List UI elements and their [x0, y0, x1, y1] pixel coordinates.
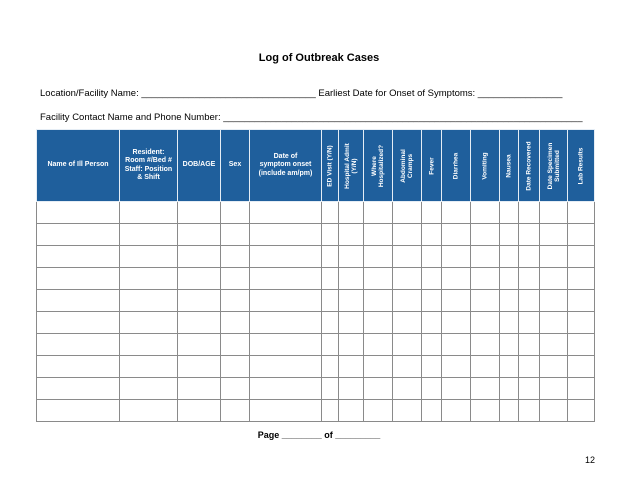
- table-cell[interactable]: [120, 224, 178, 246]
- table-row: [37, 378, 595, 400]
- table-cell[interactable]: [393, 400, 422, 422]
- table-cell[interactable]: [442, 202, 471, 224]
- table-cell[interactable]: [568, 356, 595, 378]
- table-cell[interactable]: [393, 268, 422, 290]
- table-cell[interactable]: [519, 400, 540, 422]
- table-cell[interactable]: [422, 290, 442, 312]
- table-cell[interactable]: [364, 202, 393, 224]
- table-cell[interactable]: [322, 400, 339, 422]
- table-cell[interactable]: [221, 356, 250, 378]
- column-header: [120, 130, 178, 202]
- table-cell[interactable]: [322, 378, 339, 400]
- table-cell[interactable]: [442, 334, 471, 356]
- table-cell[interactable]: [120, 290, 178, 312]
- column-header: [500, 130, 519, 202]
- column-header: [393, 130, 422, 202]
- table-cell[interactable]: [120, 268, 178, 290]
- table-cell[interactable]: [422, 334, 442, 356]
- table-cell[interactable]: [250, 268, 322, 290]
- table-cell[interactable]: [221, 334, 250, 356]
- table-cell[interactable]: [178, 334, 221, 356]
- table-cell[interactable]: [364, 334, 393, 356]
- table-cell[interactable]: [364, 224, 393, 246]
- table-cell[interactable]: [322, 312, 339, 334]
- table-cell[interactable]: [568, 378, 595, 400]
- table-row: [37, 246, 595, 268]
- table-cell[interactable]: [178, 356, 221, 378]
- column-header-label: Date Recovered: [525, 140, 533, 191]
- table-cell[interactable]: [322, 202, 339, 224]
- page-of-footer: Page ________ of _________: [257, 430, 381, 440]
- table-cell[interactable]: [178, 246, 221, 268]
- column-header: [442, 130, 471, 202]
- table-cell[interactable]: [442, 356, 471, 378]
- table-cell[interactable]: [519, 246, 540, 268]
- table-cell[interactable]: [422, 356, 442, 378]
- table-cell[interactable]: [540, 312, 568, 334]
- table-cell[interactable]: [364, 400, 393, 422]
- column-header: [322, 130, 339, 202]
- table-cell[interactable]: [37, 312, 120, 334]
- table-cell[interactable]: [500, 268, 519, 290]
- table-row: [37, 290, 595, 312]
- table-cell[interactable]: [442, 224, 471, 246]
- table-cell[interactable]: [393, 246, 422, 268]
- table-body: [37, 202, 595, 422]
- table-cell[interactable]: [471, 312, 500, 334]
- table-cell[interactable]: [540, 246, 568, 268]
- table-cell[interactable]: [120, 334, 178, 356]
- column-header-label: Hospital Admit (Y/N): [343, 142, 358, 189]
- table-cell[interactable]: [471, 290, 500, 312]
- table-row: [37, 400, 595, 422]
- table-cell[interactable]: [471, 202, 500, 224]
- column-header: [178, 130, 221, 202]
- table-cell[interactable]: [339, 334, 364, 356]
- table-cell[interactable]: [120, 312, 178, 334]
- column-header-label: Vomiting: [481, 151, 489, 180]
- table-row: [37, 334, 595, 356]
- table-cell[interactable]: [500, 378, 519, 400]
- table-cell[interactable]: [364, 268, 393, 290]
- table-cell[interactable]: [120, 246, 178, 268]
- table-cell[interactable]: [519, 334, 540, 356]
- table-cell[interactable]: [322, 246, 339, 268]
- table-cell[interactable]: [568, 202, 595, 224]
- column-header-label: DOB/AGE: [182, 161, 216, 169]
- table-cell[interactable]: [471, 356, 500, 378]
- table-cell[interactable]: [221, 312, 250, 334]
- column-header-label: Fever: [427, 156, 435, 175]
- table-cell[interactable]: [540, 224, 568, 246]
- table-cell[interactable]: [178, 378, 221, 400]
- table-cell[interactable]: [540, 290, 568, 312]
- table-cell[interactable]: [422, 312, 442, 334]
- column-header: [364, 130, 393, 202]
- table-cell[interactable]: [37, 224, 120, 246]
- table-cell[interactable]: [500, 290, 519, 312]
- table-cell[interactable]: [519, 290, 540, 312]
- table-cell[interactable]: [422, 202, 442, 224]
- table-cell[interactable]: [568, 290, 595, 312]
- table-cell[interactable]: [500, 202, 519, 224]
- table-cell[interactable]: [178, 268, 221, 290]
- table-cell[interactable]: [500, 224, 519, 246]
- column-header: [221, 130, 250, 202]
- table-cell[interactable]: [322, 334, 339, 356]
- table-cell[interactable]: [471, 268, 500, 290]
- table-cell[interactable]: [568, 312, 595, 334]
- column-header-label: Date of symptom onset (include am/pm): [258, 153, 313, 177]
- table-row: [37, 356, 595, 378]
- table-cell[interactable]: [393, 290, 422, 312]
- table-cell[interactable]: [422, 268, 442, 290]
- column-header-label: Date Specimen Submitted: [546, 142, 561, 189]
- table-cell[interactable]: [393, 312, 422, 334]
- table-header-row: [37, 130, 595, 202]
- contact-line: Facility Contact Name and Phone Number: ____________________________________________________________________: [40, 112, 583, 123]
- table-cell[interactable]: [339, 290, 364, 312]
- table-cell[interactable]: [471, 378, 500, 400]
- table-cell[interactable]: [568, 246, 595, 268]
- table-cell[interactable]: [322, 290, 339, 312]
- table-cell[interactable]: [37, 378, 120, 400]
- table-cell[interactable]: [37, 400, 120, 422]
- table-cell[interactable]: [500, 246, 519, 268]
- table-cell[interactable]: [519, 268, 540, 290]
- table-cell[interactable]: [500, 334, 519, 356]
- table-cell[interactable]: [339, 224, 364, 246]
- table-row: [37, 268, 595, 290]
- table-cell[interactable]: [442, 312, 471, 334]
- table-cell[interactable]: [322, 224, 339, 246]
- column-header: [568, 130, 595, 202]
- table-cell[interactable]: [540, 268, 568, 290]
- column-header: [519, 130, 540, 202]
- table-cell[interactable]: [422, 224, 442, 246]
- table-cell[interactable]: [393, 202, 422, 224]
- table-cell[interactable]: [471, 334, 500, 356]
- table-cell[interactable]: [37, 334, 120, 356]
- table-cell[interactable]: [322, 268, 339, 290]
- table-cell[interactable]: [339, 246, 364, 268]
- table-cell[interactable]: [393, 356, 422, 378]
- table-cell[interactable]: [568, 268, 595, 290]
- column-header: [250, 130, 322, 202]
- table-cell[interactable]: [221, 378, 250, 400]
- table-cell[interactable]: [540, 202, 568, 224]
- column-header: [471, 130, 500, 202]
- table-cell[interactable]: [178, 290, 221, 312]
- table-cell[interactable]: [519, 312, 540, 334]
- table-cell[interactable]: [37, 356, 120, 378]
- column-header-label: Resident: Room #/Bed # Staff: Position & Shift: [124, 149, 173, 181]
- table-cell[interactable]: [221, 268, 250, 290]
- table-cell[interactable]: [364, 246, 393, 268]
- table-cell[interactable]: [120, 356, 178, 378]
- table-cell[interactable]: [442, 378, 471, 400]
- table-cell[interactable]: [471, 246, 500, 268]
- table-row: [37, 312, 595, 334]
- table-cell[interactable]: [221, 290, 250, 312]
- table-cell[interactable]: [339, 356, 364, 378]
- table-cell[interactable]: [519, 356, 540, 378]
- table-cell[interactable]: [250, 312, 322, 334]
- table-cell[interactable]: [178, 224, 221, 246]
- table-cell[interactable]: [442, 290, 471, 312]
- table-row: [37, 202, 595, 224]
- table-cell[interactable]: [250, 334, 322, 356]
- table-cell[interactable]: [471, 224, 500, 246]
- table-cell[interactable]: [221, 400, 250, 422]
- table-cell[interactable]: [422, 400, 442, 422]
- table-cell[interactable]: [221, 224, 250, 246]
- table-cell[interactable]: [250, 202, 322, 224]
- table-cell[interactable]: [178, 312, 221, 334]
- table-cell[interactable]: [540, 400, 568, 422]
- table-cell[interactable]: [471, 400, 500, 422]
- column-header-label: ED Visit (Y/N): [326, 144, 334, 187]
- table-cell[interactable]: [37, 202, 120, 224]
- table-cell[interactable]: [568, 400, 595, 422]
- column-header-label: Sex: [228, 161, 242, 169]
- table-cell[interactable]: [500, 400, 519, 422]
- page-number: 12: [584, 455, 595, 465]
- table-cell[interactable]: [250, 400, 322, 422]
- table-cell[interactable]: [250, 224, 322, 246]
- column-header-label: Lab Results: [577, 147, 585, 184]
- table-cell[interactable]: [500, 356, 519, 378]
- table-cell[interactable]: [250, 356, 322, 378]
- table-cell[interactable]: [500, 312, 519, 334]
- table-cell[interactable]: [339, 312, 364, 334]
- table-cell[interactable]: [364, 356, 393, 378]
- column-header: [339, 130, 364, 202]
- column-header-label: Name of Ill Person: [47, 161, 109, 169]
- column-header-label: Where Hospitalized?: [370, 144, 385, 187]
- table-cell[interactable]: [120, 378, 178, 400]
- table-cell[interactable]: [339, 202, 364, 224]
- table-cell[interactable]: [519, 378, 540, 400]
- table-cell[interactable]: [568, 334, 595, 356]
- table-cell[interactable]: [37, 246, 120, 268]
- table-cell[interactable]: [250, 290, 322, 312]
- table-cell[interactable]: [339, 268, 364, 290]
- column-header: [540, 130, 568, 202]
- table-cell[interactable]: [37, 268, 120, 290]
- column-header: [422, 130, 442, 202]
- table-cell[interactable]: [37, 290, 120, 312]
- column-header-label: Nausea: [505, 153, 513, 178]
- table-cell[interactable]: [178, 202, 221, 224]
- table-cell[interactable]: [221, 246, 250, 268]
- table-cell[interactable]: [393, 334, 422, 356]
- table-cell[interactable]: [540, 334, 568, 356]
- table-cell[interactable]: [250, 378, 322, 400]
- table-cell[interactable]: [120, 202, 178, 224]
- outbreak-log-table: [36, 129, 595, 422]
- location-line: Location/Facility Name: _________________________________ Earliest Date for Onset of Symptoms: ________________: [40, 88, 563, 99]
- table-cell[interactable]: [422, 246, 442, 268]
- table-cell[interactable]: [442, 400, 471, 422]
- page-title: Log of Outbreak Cases: [258, 52, 380, 64]
- table-cell[interactable]: [519, 224, 540, 246]
- table-cell[interactable]: [339, 400, 364, 422]
- table-cell[interactable]: [250, 246, 322, 268]
- table-cell[interactable]: [393, 378, 422, 400]
- table-cell[interactable]: [339, 378, 364, 400]
- table-cell[interactable]: [442, 268, 471, 290]
- table-row: [37, 224, 595, 246]
- table-cell[interactable]: [422, 378, 442, 400]
- table-cell[interactable]: [322, 356, 339, 378]
- column-header-label: Diarrhea: [452, 152, 460, 179]
- table-cell[interactable]: [221, 202, 250, 224]
- table-cell[interactable]: [540, 356, 568, 378]
- table-cell[interactable]: [364, 378, 393, 400]
- table-cell[interactable]: [364, 290, 393, 312]
- table-cell[interactable]: [568, 224, 595, 246]
- table-cell[interactable]: [540, 378, 568, 400]
- table-cell[interactable]: [442, 246, 471, 268]
- table-cell[interactable]: [393, 224, 422, 246]
- table-cell[interactable]: [364, 312, 393, 334]
- column-header-label: Abdominal Cramps: [399, 148, 414, 183]
- column-header: [37, 130, 120, 202]
- table-cell[interactable]: [120, 400, 178, 422]
- table-cell[interactable]: [178, 400, 221, 422]
- table-cell[interactable]: [519, 202, 540, 224]
